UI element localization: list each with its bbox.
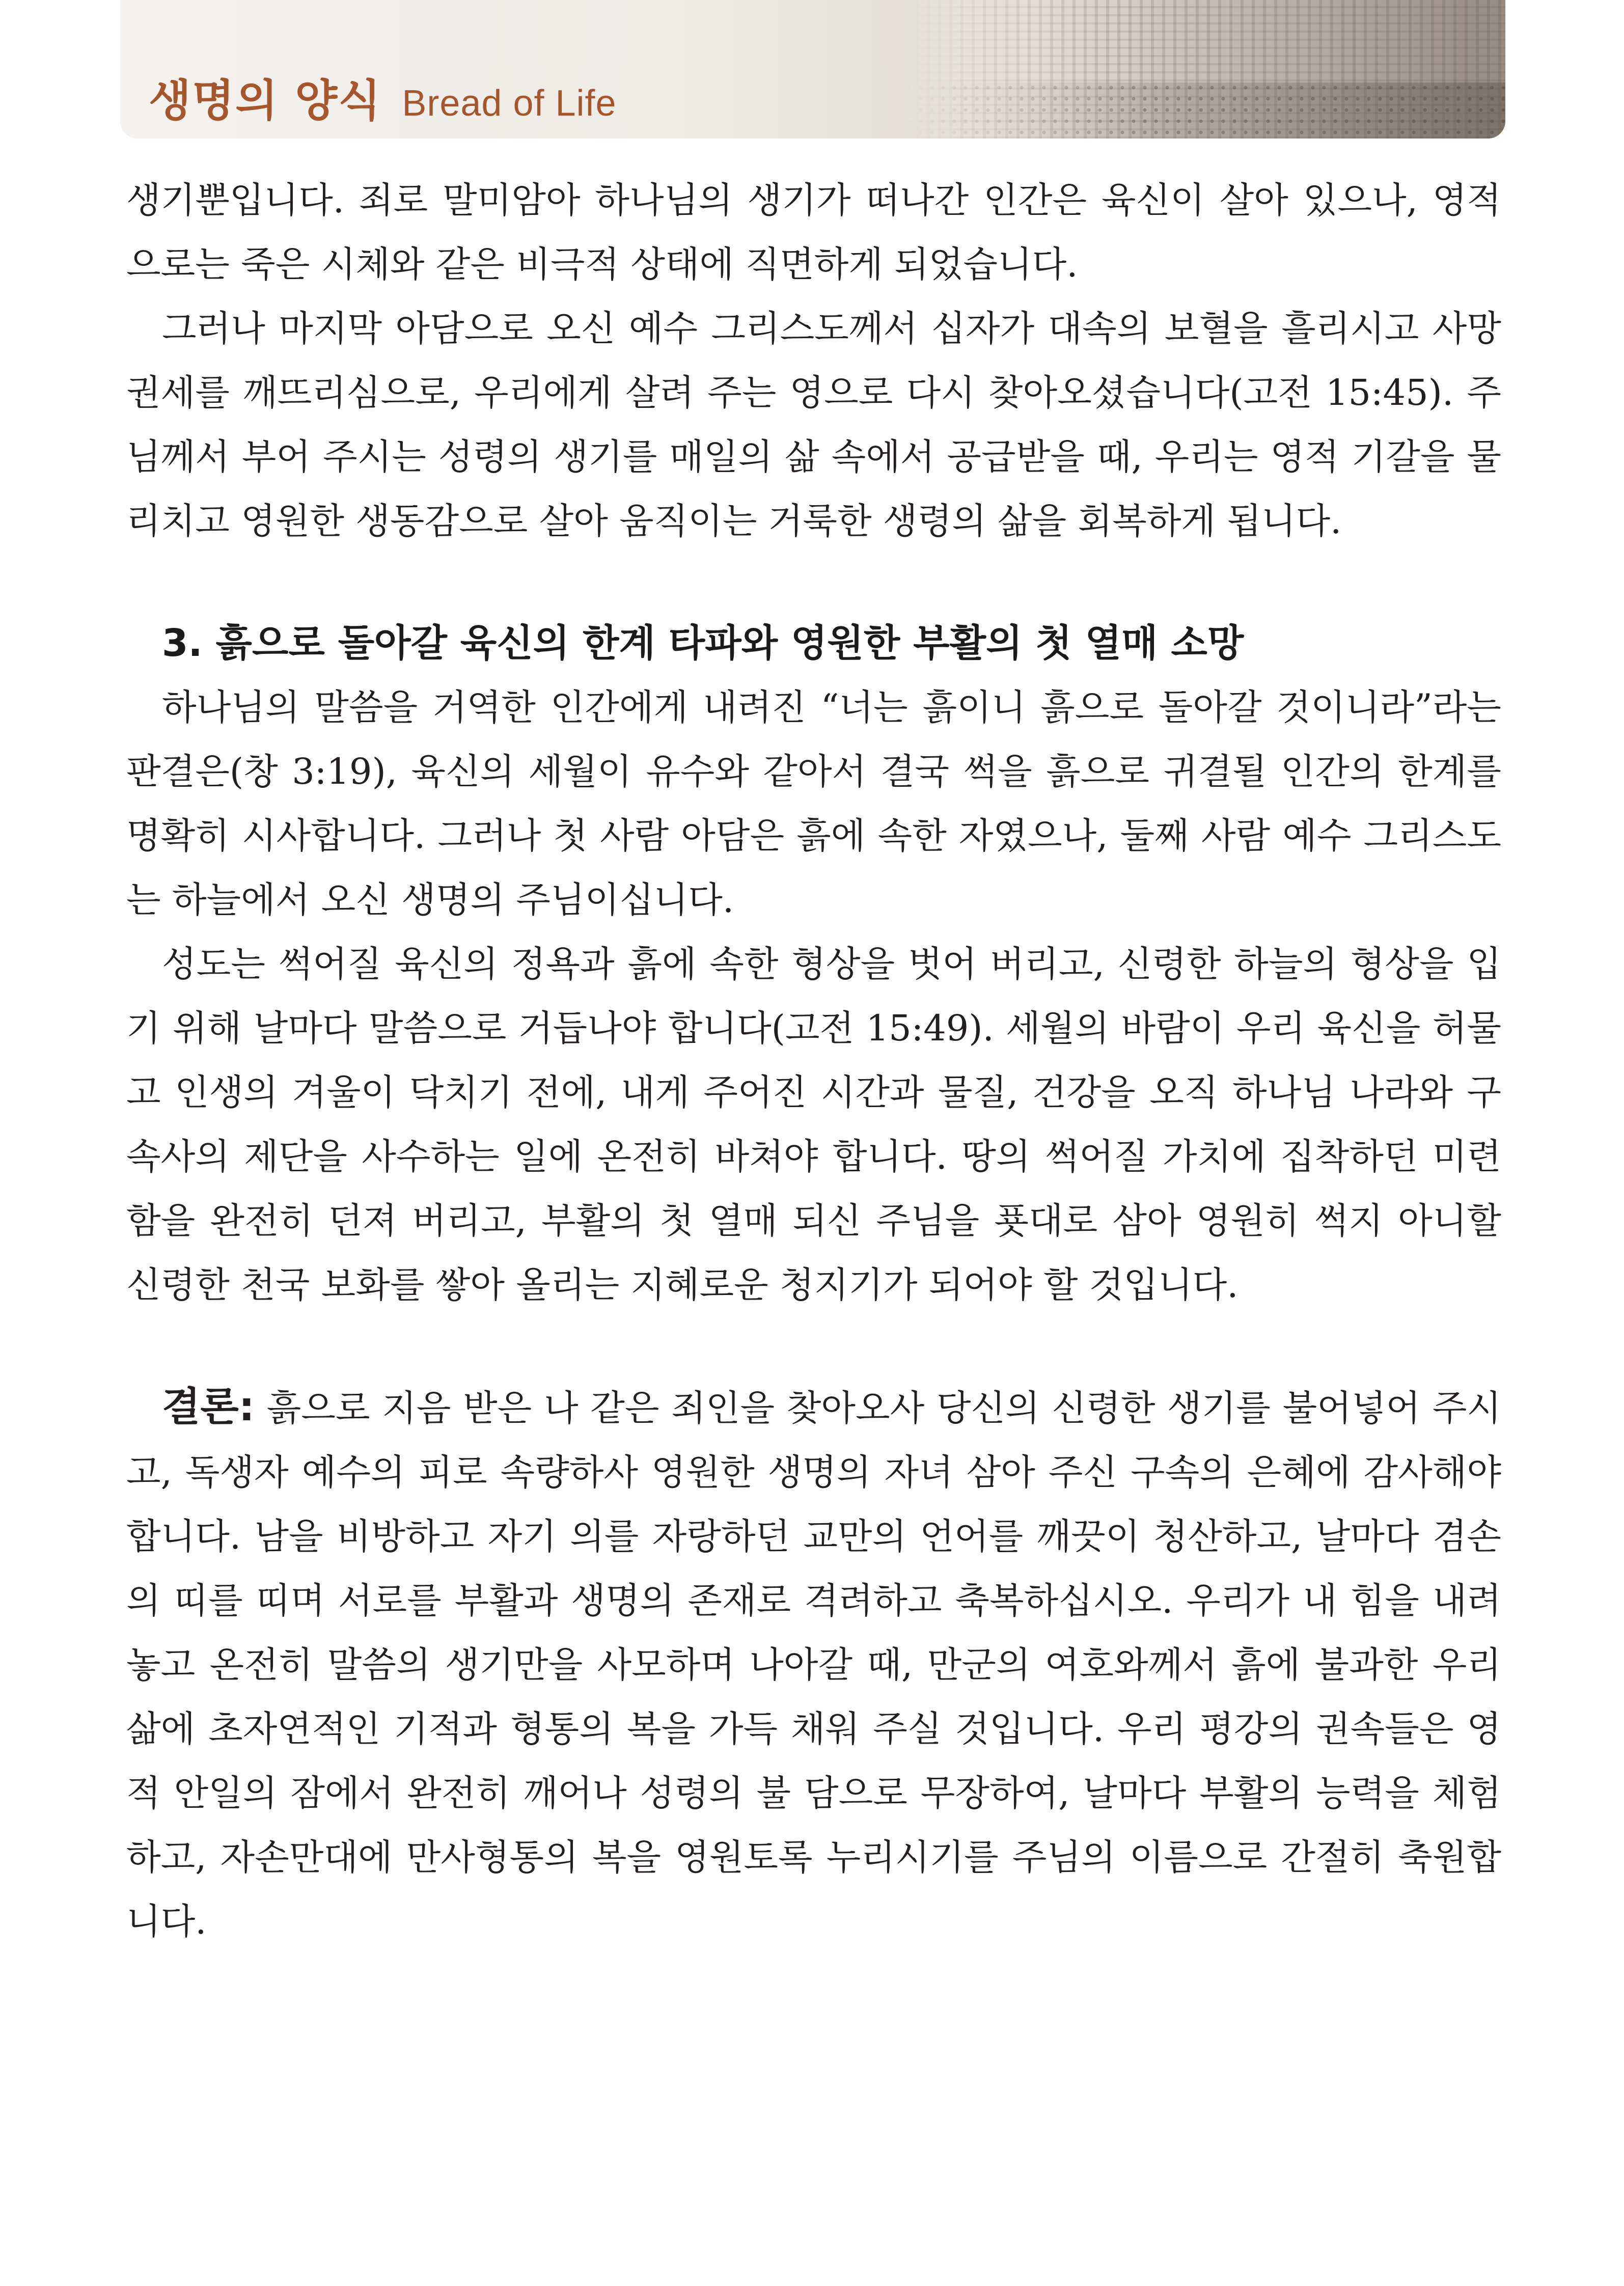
conclusion-text: 흙으로 지음 받은 나 같은 죄인을 찾아오사 당신의 신령한 생기를 불어넣어 주시고, 독생자 예수의 피로 속량하사 영원한 생명의 자녀 삼아 주신 구속의 은혜에 감사해야 합니다. 남을 비방하고 자기 의를 자랑하던 교만의 언어를 깨끗이 청산하고, 날마다 겸손의 띠를 띠며 서로를 부활과 생명의 존재로 격려하고 축복하십시오. 우리가 내 힘을 내려놓고 온전히 말씀의 생기만을 사모하며 나아갈 때, 만군의 여호와께서 흙에 불과한 우리 삶에 초자연적인 기적과 형통의 복을 가득 채워 주실 것입니다. 우리 평강의 권속들은 영적 안일의 잠에서 완전히 깨어나 성령의 불 담으로 무장하여, 날마다 부활의 능력을 체험하고, 자손만대에 만사형통의 복을 영원토록 누리시기를 주님의 이름으로 간절히 축원합니다. xyxy=(126,1387,1501,1942)
intro-paragraph-2: 그러나 마지막 아담으로 오신 예수 그리스도께서 십자가 대속의 보혈을 흘리시고 사망 권세를 깨뜨리심으로, 우리에게 살려 주는 영으로 다시 찾아오셨습니다(고전 15:45). 주님께서 부어 주시는 성령의 생기를 매일의 삶 속에서 공급받을 때, 우리는 영적 기갈을 물리치고 영원한 생동감으로 살아 움직이는 거룩한 생령의 삶을 회복하게 됩니다. xyxy=(126,308,1501,542)
intro-paragraph-1: 생기뿐입니다. 죄로 말미암아 하나님의 생기가 떠나간 인간은 육신이 살아 있으나, 영적으로는 죽은 시체와 같은 비극적 상태에 직면하게 되었습니다. xyxy=(126,179,1501,285)
section-3-heading: 3. 흙으로 돌아갈 육신의 한계 타파와 영원한 부활의 첫 열매 소망 xyxy=(162,621,1244,665)
section-spacer xyxy=(126,553,1501,611)
page-title xyxy=(149,65,617,128)
page-title-korean: 생명의 양식 xyxy=(149,75,382,126)
page-title-english: Bread of Life xyxy=(402,83,617,124)
header-banner xyxy=(120,0,1505,139)
conclusion-label: 결론: xyxy=(162,1384,255,1430)
section-3-paragraph-2: 성도는 썩어질 육신의 정욕과 흙에 속한 형상을 벗어 버리고, 신령한 하늘의 형상을 입기 위해 날마다 말씀으로 거듭나야 합니다(고전 15:49). 세월의 바람이 우리 육신을 허물고 인생의 겨울이 닥치기 전에, 내게 주어진 시간과 물질, 건강을 오직 하나님 나라와 구속사의 제단을 사수하는 일에 온전히 바쳐야 합니다. 땅의 썩어질 가치에 집착하던 미련함을 완전히 던져 버리고, 부활의 첫 열매 되신 주님을 푯대로 삼아 영원히 썩지 아니할 신령한 천국 보화를 쌓아 올리는 지혜로운 청지기가 되어야 할 것입니다. xyxy=(126,943,1501,1306)
article-body xyxy=(126,168,1501,1953)
section-3-paragraph-1: 하나님의 말씀을 거역한 인간에게 내려진 “너는 흙이니 흙으로 돌아갈 것이니라”라는 판결은(창 3:19), 육신의 세월이 유수와 같아서 결국 썩을 흙으로 귀결될 인간의 한계를 명확히 시사합니다. 그러나 첫 사람 아담은 흙에 속한 자였으나, 둘째 사람 예수 그리스도는 하늘에서 오신 생명의 주님이십니다. xyxy=(126,686,1501,921)
banner-photo-texture xyxy=(904,82,1505,139)
conclusion-paragraph xyxy=(126,1375,1501,1953)
conclusion-spacer xyxy=(126,1317,1501,1375)
